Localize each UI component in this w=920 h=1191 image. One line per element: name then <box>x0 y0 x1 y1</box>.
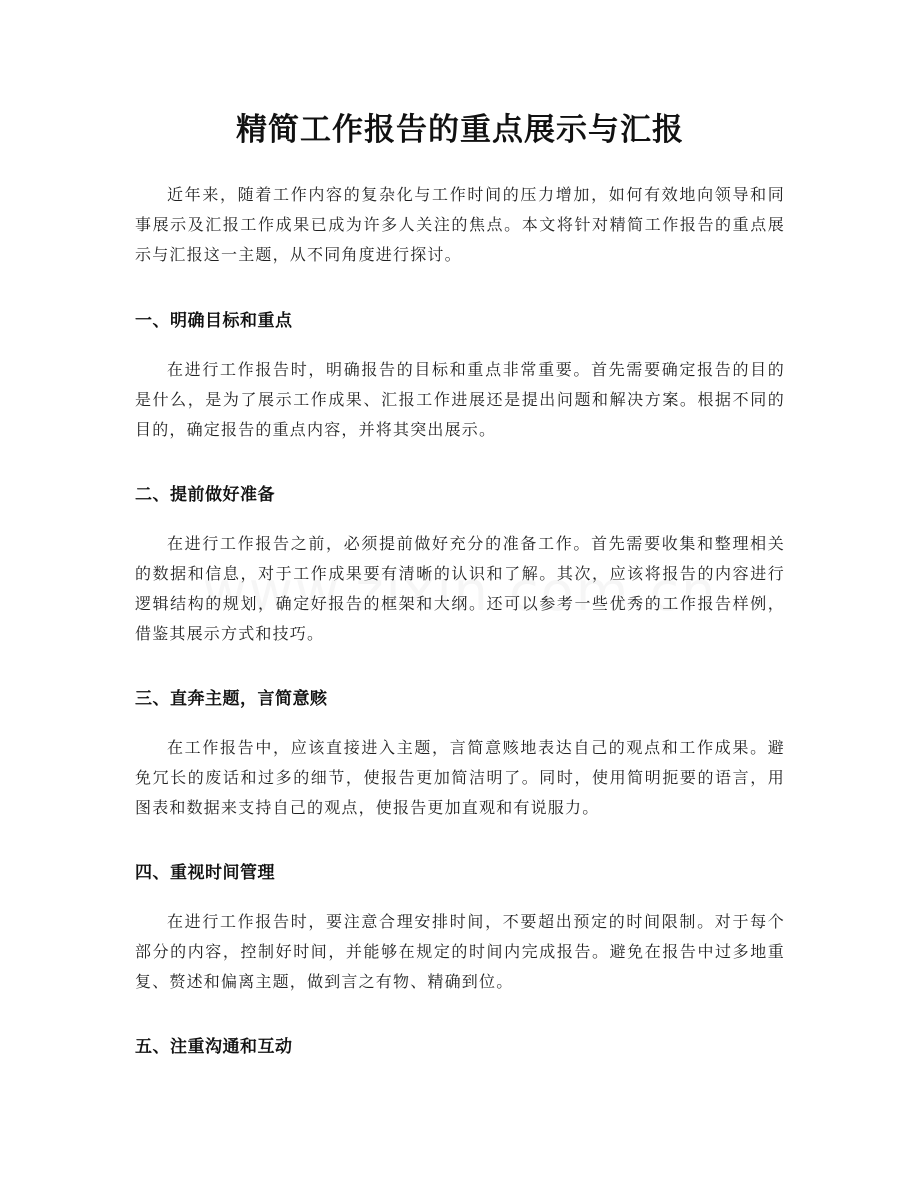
section-body: 在进行工作报告时，明确报告的目标和重点非常重要。首先需要确定报告的目的是什么，是为了展示工作成果、汇报工作进展还是提出问题和解决方案。根据不同的目的，确定报告的重点内容，并将其突出展示。 <box>135 360 785 439</box>
section-heading: 一、明确目标和重点 <box>135 311 293 331</box>
intro-paragraph: 近年来，随着工作内容的复杂化与工作时间的压力增加，如何有效地向领导和同事展示及汇报工作成果已成为许多人关注的焦点。本文将针对精简工作报告的重点展示与汇报这一主题，从不同角度进行探讨。 <box>135 185 785 264</box>
section-2 <box>135 482 785 649</box>
document-title: 精简工作报告的重点展示与汇报 <box>236 112 684 148</box>
section-5 <box>135 1034 785 1060</box>
section-4 <box>135 860 785 997</box>
section-body: 在进行工作报告之前，必须提前做好充分的准备工作。首先需要收集和整理相关的数据和信息，对于工作成果要有清晰的认识和了解。其次，应该将报告的内容进行逻辑结构的规划，确定好报告的框架和大纲。还可以参考一些优秀的工作报告样例，借鉴其展示方式和技巧。 <box>135 534 785 643</box>
section-1 <box>135 308 785 445</box>
section-heading: 二、提前做好准备 <box>135 485 275 505</box>
section-heading: 五、注重沟通和互动 <box>135 1037 293 1057</box>
section-body: 在进行工作报告时，要注意合理安排时间，不要超出预定的时间限制。对于每个部分的内容，控制好时间，并能够在规定的时间内完成报告。避免在报告中过多地重复、赘述和偏离主题，做到言之有物、精确到位。 <box>135 912 785 991</box>
section-body: 在工作报告中，应该直接进入主题，言简意赅地表达自己的观点和工作成果。避免冗长的废话和过多的细节，使报告更加简洁明了。同时，使用简明扼要的语言，用图表和数据来支持自己的观点，使报告更加直观和有说服力。 <box>135 738 785 817</box>
section-heading: 四、重视时间管理 <box>135 863 275 883</box>
section-3 <box>135 686 785 823</box>
section-heading: 三、直奔主题，言简意赅 <box>135 689 328 709</box>
